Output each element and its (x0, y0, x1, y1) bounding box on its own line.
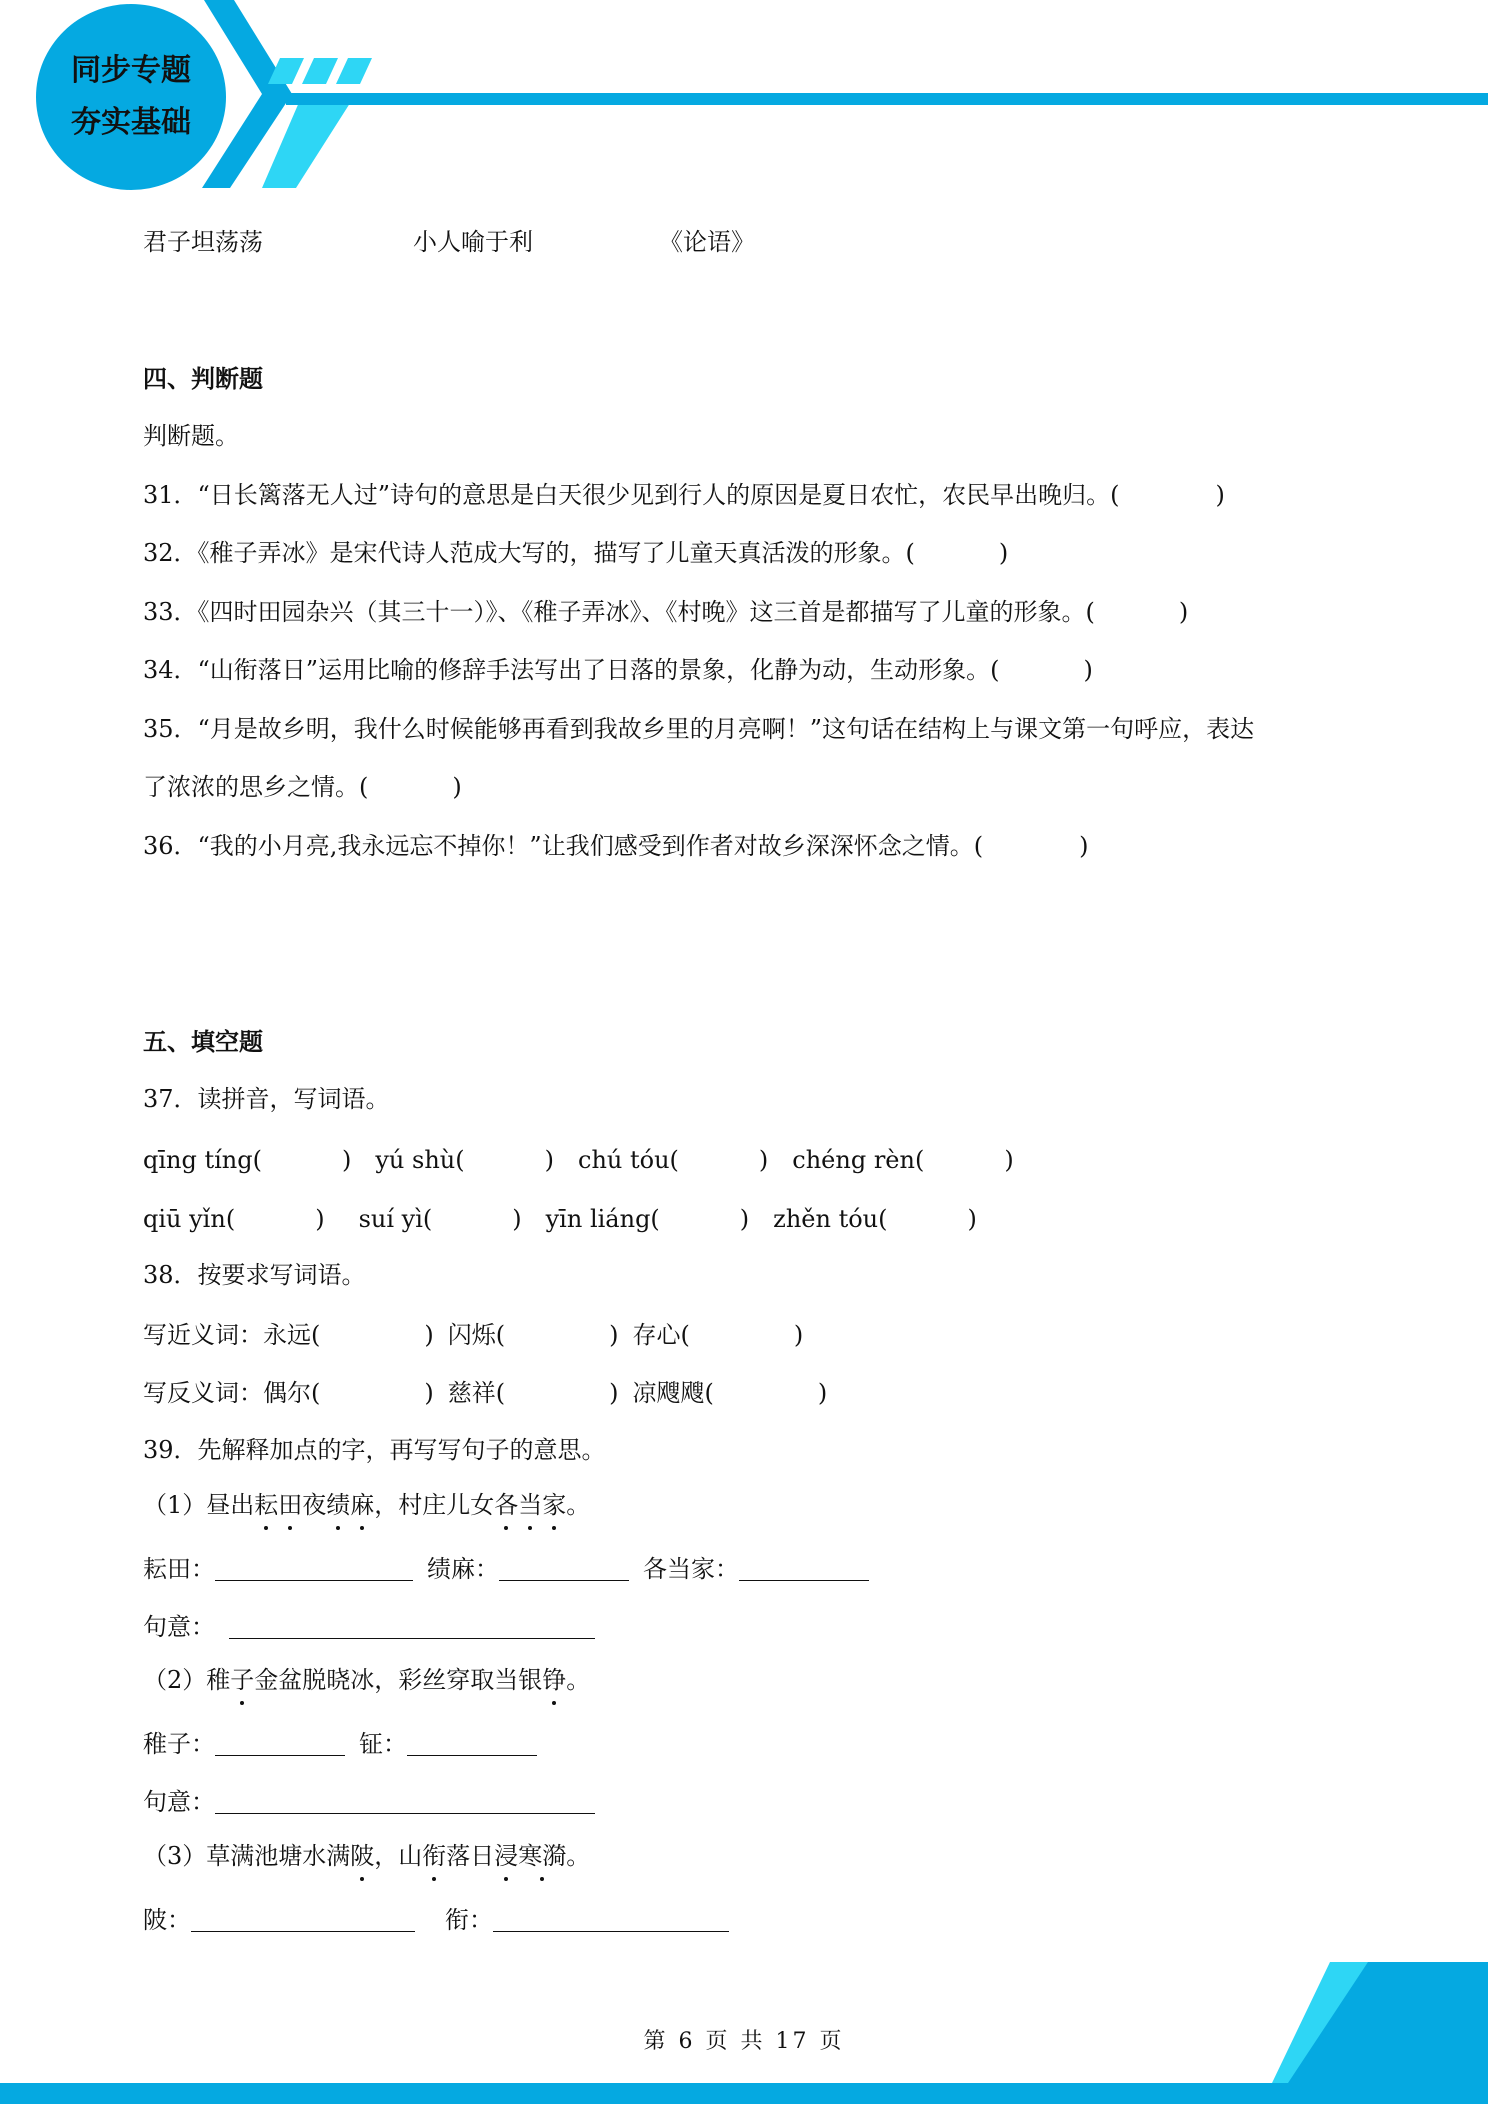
dotted-char: 绩 (326, 1491, 351, 1519)
pinyin-item: suí yì( (358, 1205, 433, 1233)
question-31 (143, 479, 1225, 511)
pinyin-item: qīng tíng( (143, 1146, 262, 1174)
meaning-blank[interactable] (229, 1614, 595, 1639)
pinyin-row-1 (143, 1144, 1014, 1176)
question-34 (143, 654, 1093, 686)
word-item: 闪烁( (447, 1321, 506, 1349)
poem-text: 。 (566, 1842, 591, 1870)
question-32 (143, 537, 1008, 569)
answer-label: 绩麻： (427, 1555, 499, 1583)
question-39: 39．先解释加点的字，再写写句子的意思。 (143, 1436, 606, 1464)
answer-paren-close: ) (424, 1379, 434, 1407)
dotted-char: 麻 (350, 1491, 375, 1519)
dotted-char: 寒漪 (518, 1842, 567, 1870)
question-32-text: 32．《稚子弄冰》是宋代诗人范成大写的，描写了儿童天真活泼的形象。( (143, 539, 915, 567)
synonym-row (143, 1319, 803, 1351)
answer-label: 陂： (143, 1906, 191, 1934)
dotted-char: 陂 (350, 1842, 375, 1870)
poem-text: 落日 (446, 1842, 495, 1870)
meaning-blank[interactable] (215, 1789, 595, 1814)
answer-blank[interactable] (215, 1731, 345, 1756)
question-38: 38．按要求写词语。 (143, 1261, 366, 1289)
matching-line (143, 226, 755, 258)
answer-paren-close: ) (452, 773, 462, 801)
header-badge (36, 4, 226, 190)
poem-text: 。 (566, 1491, 591, 1519)
answer-blank[interactable] (407, 1731, 537, 1756)
poem-line-1 (143, 1489, 590, 1521)
answer-paren-close: ) (998, 539, 1009, 567)
answer-paren-close: ) (315, 1205, 325, 1233)
pinyin-row-2 (143, 1203, 977, 1235)
poem-text: （1）昼出 (143, 1491, 255, 1519)
answer-paren-close: ) (1004, 1146, 1014, 1174)
pinyin-item: yīn liáng( (545, 1205, 660, 1233)
dotted-char: 耘 (254, 1491, 279, 1519)
meaning-row-1 (143, 1611, 595, 1643)
answer-blank[interactable] (739, 1556, 869, 1581)
meaning-label: 句意： (143, 1613, 215, 1641)
match-item-1: 君子坦荡荡 (143, 228, 263, 256)
answer-row-3 (143, 1904, 729, 1936)
answer-paren-close: ) (967, 1205, 977, 1233)
meaning-row-2 (143, 1786, 595, 1818)
synonym-label: 写近义词： (143, 1321, 263, 1349)
meaning-label: 句意： (143, 1788, 215, 1816)
answer-blank[interactable] (493, 1907, 729, 1932)
question-31-text: 31．“日长篱落无人过”诗句的意思是白天很少见到行人的原因是夏日农忙，农民早出晚归。( (143, 481, 1120, 509)
question-34-text: 34．“山衔落日”运用比喻的修辞手法写出了日落的景象，化静为动，生动形象。( (143, 656, 1000, 684)
dotted-char: 衔 (422, 1842, 447, 1870)
answer-paren-close: ) (1079, 832, 1089, 860)
word-item: 凉飕飕( (632, 1379, 714, 1407)
question-35-line-1: 35．“月是故乡明，我什么时候能够再看到我故乡里的月亮啊！”这句话在结构上与课文第一句呼应，表达 (143, 715, 1255, 743)
poem-line-3 (143, 1840, 590, 1872)
question-36 (143, 830, 1088, 862)
answer-paren-close: ) (758, 1146, 769, 1174)
poem-text: ，村庄儿女 (374, 1491, 495, 1519)
answer-paren-close: ) (793, 1321, 804, 1349)
header-stripe-3 (336, 58, 372, 84)
poem-text: 夜 (302, 1491, 327, 1519)
badge-line-1: 同步专题 (71, 53, 191, 88)
answer-paren-close: ) (1215, 481, 1225, 509)
header-rule (286, 93, 1488, 105)
section-4-title: 四、判断题 (143, 365, 263, 393)
question-35-text: 了浓浓的思乡之情。( (143, 773, 369, 801)
answer-label: 耘田： (143, 1555, 215, 1583)
pinyin-item: zhěn tóu( (773, 1205, 888, 1233)
answer-paren-close: ) (544, 1146, 554, 1174)
word-item: 偶尔( (263, 1379, 321, 1407)
pinyin-item: chéng rèn( (792, 1146, 925, 1174)
answer-label: 各当家： (643, 1555, 739, 1583)
answer-paren-close: ) (739, 1205, 750, 1233)
answer-label: 衔： (445, 1906, 493, 1934)
antonym-label: 写反义词： (143, 1379, 263, 1407)
pinyin-item: chú tóu( (578, 1146, 679, 1174)
match-item-3: 《论语》 (659, 228, 755, 256)
question-37: 37．读拼音，写词语。 (143, 1085, 390, 1113)
answer-paren-close: ) (609, 1379, 619, 1407)
question-33-text: 33．《四时田园杂兴（其三十一）》、《稚子弄冰》、《村晚》这三首是都描写了儿童的形象。( (143, 598, 1095, 626)
footer-rule (0, 2083, 1488, 2104)
answer-blank[interactable] (215, 1556, 413, 1581)
answer-row-2 (143, 1728, 537, 1760)
poem-text: 。 (566, 1666, 591, 1694)
answer-paren-close: ) (342, 1146, 352, 1174)
pinyin-item: qiū yǐn( (143, 1205, 236, 1233)
poem-text: ，山 (374, 1842, 423, 1870)
header-stripe-2 (302, 58, 338, 84)
answer-row-1 (143, 1553, 869, 1585)
question-35-line-2 (143, 771, 462, 803)
poem-text: （3）草满池塘水满 (143, 1842, 351, 1870)
badge-line-2: 夯实基础 (71, 105, 191, 140)
answer-label: 稚子： (143, 1730, 215, 1758)
answer-blank[interactable] (499, 1556, 629, 1581)
dotted-char: 浸 (494, 1842, 519, 1870)
answer-paren-close: ) (424, 1321, 434, 1349)
pinyin-item: yú shù( (375, 1146, 465, 1174)
answer-paren-close: ) (512, 1205, 522, 1233)
answer-paren-close: ) (1178, 598, 1189, 626)
dotted-char: 家 (542, 1491, 567, 1519)
match-item-2: 小人喻于利 (413, 228, 533, 256)
section-5-title: 五、填空题 (143, 1028, 263, 1056)
question-33 (143, 596, 1188, 628)
footer-banner (0, 1950, 1488, 2104)
answer-label: 钲： (359, 1730, 407, 1758)
answer-paren-close: ) (1083, 656, 1093, 684)
page-number: 第 6 页 共 17 页 (643, 2029, 845, 2054)
dotted-char: 各 (494, 1491, 519, 1519)
antonym-row (143, 1377, 827, 1409)
poem-line-2 (143, 1664, 590, 1696)
word-item: 慈祥( (447, 1379, 506, 1407)
dotted-char: 当 (518, 1491, 543, 1519)
dotted-char: 铮 (542, 1666, 567, 1694)
poem-text: （2）稚 (143, 1666, 231, 1694)
section-4-intro: 判断题。 (143, 422, 239, 450)
answer-paren-close: ) (609, 1321, 619, 1349)
word-item: 永远( (263, 1321, 321, 1349)
dotted-char: 子 (230, 1666, 255, 1694)
answer-paren-close: ) (817, 1379, 828, 1407)
word-item: 存心( (632, 1321, 690, 1349)
answer-blank[interactable] (191, 1907, 415, 1932)
poem-text: 金盆脱晓冰，彩丝穿取当银 (254, 1666, 543, 1694)
question-36-text: 36．“我的小月亮,我永远忘不掉你！”让我们感受到作者对故乡深深怀念之情。( (143, 832, 984, 860)
dotted-char: 田 (278, 1491, 303, 1519)
